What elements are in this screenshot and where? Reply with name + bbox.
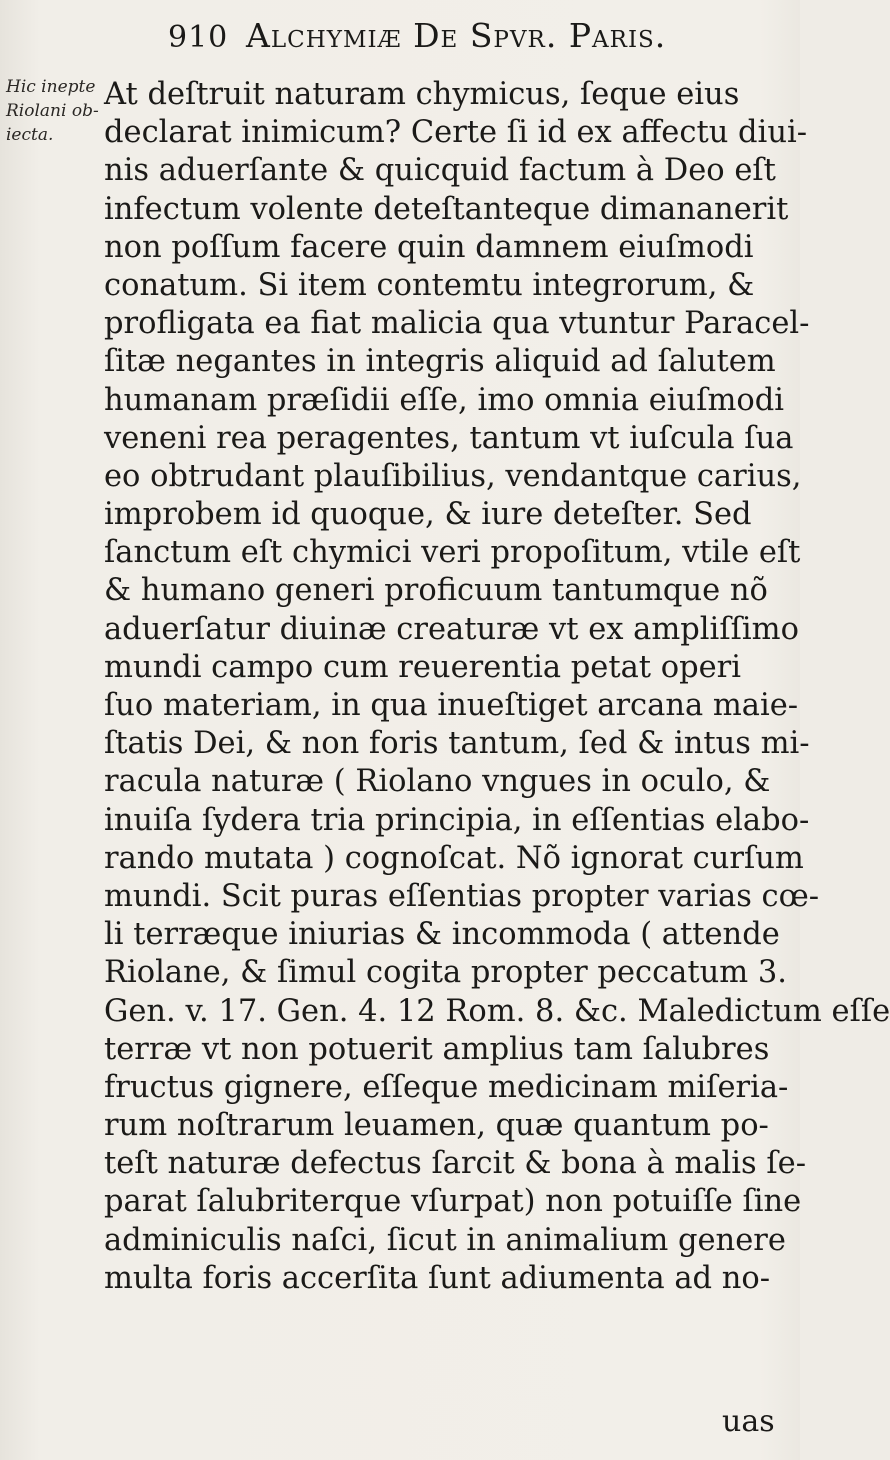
text-line: inuiſa ſydera tria principia, in eſſentias elabo- (104, 802, 810, 838)
text-line: rando mutata ) cognoſcat. Nõ ignorat curſum (104, 840, 804, 876)
text-line: multa foris accerſita ſunt adiumenta ad no- (104, 1260, 771, 1296)
running-head: Alchymiæ De Spvr. Paris. (246, 16, 667, 55)
text-line: infectum volente deteſtanteque dimananerit (104, 191, 789, 227)
text-line: adminiculis naſci, ſicut in animalium genere (104, 1222, 786, 1258)
page-number: 910 (168, 20, 229, 55)
page-header (168, 10, 768, 70)
text-line: veneni rea peragentes, tantum vt iuſcula ſua (104, 420, 794, 456)
margin-note-line: Hic inepte (6, 77, 96, 97)
text-line: nis aduerſante & quicquid factum à Deo eſt (104, 153, 776, 189)
text-line: profligata ea fiat malicia qua vtuntur Paracel- (104, 306, 810, 342)
text-line: improbem id quoque, & iure deteſter. Sed (104, 497, 752, 533)
text-line: humanam præſidii eſſe, imo omnia eiuſmodi (104, 382, 785, 418)
text-line: teſt naturæ defectus ſarcit & bona à malis ſe- (104, 1146, 807, 1182)
text-line: rum noſtrarum leuamen, quæ quantum po- (104, 1108, 769, 1144)
marginal-note (6, 75, 99, 147)
text-line: mundi campo cum reuerentia petat operi (104, 649, 742, 685)
text-line: fructus gignere, eſſeque medicinam miſeria- (104, 1069, 789, 1105)
text-line: declarat inimicum? Certe ſi id ex affectu diui- (104, 115, 808, 151)
text-line: & humano generi proficuum tantumque nõ (104, 573, 768, 609)
text-line: non poſſum facere quin damnem eiuſmodi (104, 229, 754, 265)
text-line: Riolane, & ſimul cogita propter peccatum 3. (104, 955, 787, 991)
text-line: terræ vt non potuerit amplius tam ſalubres (104, 1031, 770, 1067)
margin-note-line: iecta. (6, 125, 54, 145)
text-line: ſtatis Dei, & non foris tantum, ſed & intus mi- (104, 726, 810, 762)
text-line: ſanctum eſt chymici veri propoſitum, vtile eſt (104, 535, 801, 571)
text-line: aduerſatur diuinæ creaturæ vt ex ampliſſimo (104, 611, 799, 647)
text-line: mundi. Scit puras eſſentias propter varias cœ- (104, 878, 820, 914)
text-line: ſitæ negantes in integris aliquid ad ſalutem (104, 344, 776, 380)
text-line: parat ſalubriterque vſurpat) non potuiſſe ſine (104, 1184, 802, 1220)
text-line: racula naturæ ( Riolano vngues in oculo, & (104, 764, 771, 800)
text-line: ſuo materiam, in qua inueſtiget arcana maie- (104, 688, 799, 723)
text-line: conatum. Si item contemtu integrorum, & (104, 267, 755, 303)
margin-note-line: Riolani ob- (6, 101, 99, 121)
body-text (104, 76, 890, 1298)
text-line: li terræque iniurias & incommoda ( attende (104, 917, 780, 953)
text-line: At deſtruit naturam chymicus, ſeque eius (104, 77, 740, 112)
catchword: uas (722, 1404, 775, 1439)
text-line: eo obtrudant plauſibilius, vendantque carius, (104, 458, 802, 494)
text-line: Gen. v. 17. Gen. 4. 12 Rom. 8. &c. Maledictum eſſe (104, 993, 890, 1029)
